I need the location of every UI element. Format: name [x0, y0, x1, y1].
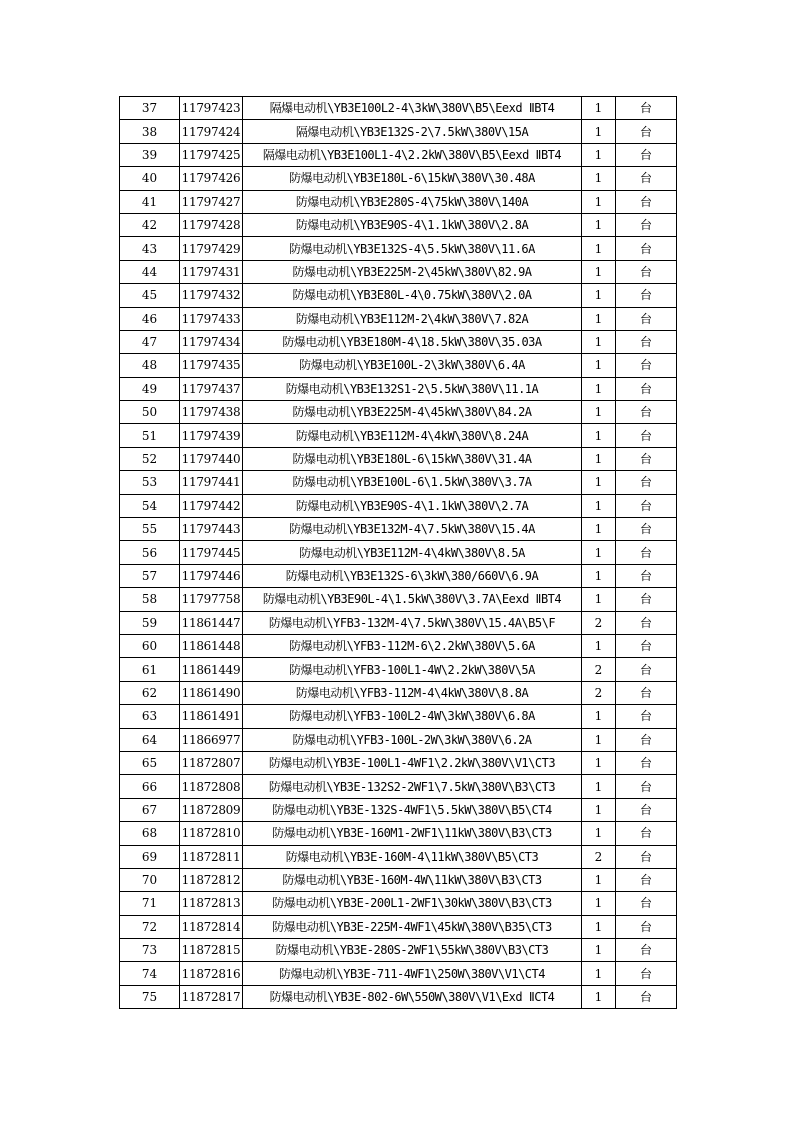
unit-cell: 台	[616, 354, 677, 377]
row-number-cell: 45	[120, 284, 180, 307]
item-code-cell: 11872807	[180, 751, 243, 774]
row-number-cell: 68	[120, 822, 180, 845]
row-number-cell: 47	[120, 330, 180, 353]
description-cell: 防爆电动机\YB3E132M-4\7.5kW\380V\15.4A	[243, 518, 582, 541]
item-code-cell: 11797425	[180, 143, 243, 166]
row-number-cell: 67	[120, 798, 180, 821]
item-code-cell: 11797426	[180, 167, 243, 190]
description-cell: 防爆电动机\YB3E-160M-4\11kW\380V\B5\CT3	[243, 845, 582, 868]
row-number-cell: 59	[120, 611, 180, 634]
quantity-cell: 1	[582, 822, 616, 845]
quantity-cell: 1	[582, 518, 616, 541]
item-code-cell: 11872813	[180, 892, 243, 915]
item-code-cell: 11861449	[180, 658, 243, 681]
item-code-cell: 11872815	[180, 939, 243, 962]
table-row	[120, 97, 677, 120]
table-row	[120, 845, 677, 868]
description-cell: 防爆电动机\YFB3-112M-4\4kW\380V\8.8A	[243, 681, 582, 704]
table-row	[120, 915, 677, 938]
row-number-cell: 62	[120, 681, 180, 704]
quantity-cell: 1	[582, 471, 616, 494]
row-number-cell: 51	[120, 424, 180, 447]
unit-cell: 台	[616, 705, 677, 728]
item-code-cell: 11797423	[180, 97, 243, 120]
row-number-cell: 40	[120, 167, 180, 190]
row-number-cell: 73	[120, 939, 180, 962]
quantity-cell: 1	[582, 564, 616, 587]
description-cell: 防爆电动机\YFB3-112M-6\2.2kW\380V\5.6A	[243, 634, 582, 657]
quantity-cell: 2	[582, 845, 616, 868]
quantity-cell: 1	[582, 494, 616, 517]
row-number-cell: 58	[120, 588, 180, 611]
row-number-cell: 38	[120, 120, 180, 143]
table-row	[120, 260, 677, 283]
item-code-cell: 11797439	[180, 424, 243, 447]
row-number-cell: 70	[120, 868, 180, 891]
quantity-cell: 1	[582, 541, 616, 564]
description-cell: 防爆电动机\YB3E280S-4\75kW\380V\140A	[243, 190, 582, 213]
item-code-cell: 11861447	[180, 611, 243, 634]
unit-cell: 台	[616, 377, 677, 400]
quantity-cell: 2	[582, 611, 616, 634]
quantity-cell: 1	[582, 120, 616, 143]
quantity-cell: 1	[582, 634, 616, 657]
quantity-cell: 1	[582, 167, 616, 190]
description-cell: 防爆电动机\YB3E-225M-4WF1\45kW\380V\B35\CT3	[243, 915, 582, 938]
table-row	[120, 120, 677, 143]
table-row	[120, 307, 677, 330]
item-code-cell: 11872814	[180, 915, 243, 938]
row-number-cell: 41	[120, 190, 180, 213]
quantity-cell: 1	[582, 798, 616, 821]
row-number-cell: 37	[120, 97, 180, 120]
item-code-cell: 11797437	[180, 377, 243, 400]
description-cell: 防爆电动机\YB3E-100L1-4WF1\2.2kW\380V\V1\CT3	[243, 751, 582, 774]
row-number-cell: 69	[120, 845, 180, 868]
description-cell: 防爆电动机\YFB3-100L2-4W\3kW\380V\6.8A	[243, 705, 582, 728]
table-row	[120, 143, 677, 166]
row-number-cell: 66	[120, 775, 180, 798]
quantity-cell: 1	[582, 143, 616, 166]
unit-cell: 台	[616, 190, 677, 213]
unit-cell: 台	[616, 588, 677, 611]
row-number-cell: 72	[120, 915, 180, 938]
item-code-cell: 11797442	[180, 494, 243, 517]
description-cell: 防爆电动机\YB3E112M-2\4kW\380V\7.82A	[243, 307, 582, 330]
table-row	[120, 751, 677, 774]
description-cell: 防爆电动机\YB3E100L-6\1.5kW\380V\3.7A	[243, 471, 582, 494]
table-row	[120, 167, 677, 190]
quantity-cell: 1	[582, 939, 616, 962]
item-code-cell: 11797432	[180, 284, 243, 307]
row-number-cell: 64	[120, 728, 180, 751]
quantity-cell: 1	[582, 775, 616, 798]
unit-cell: 台	[616, 751, 677, 774]
item-code-cell: 11872817	[180, 985, 243, 1008]
row-number-cell: 46	[120, 307, 180, 330]
unit-cell: 台	[616, 424, 677, 447]
row-number-cell: 74	[120, 962, 180, 985]
unit-cell: 台	[616, 681, 677, 704]
unit-cell: 台	[616, 518, 677, 541]
row-number-cell: 39	[120, 143, 180, 166]
table-row	[120, 634, 677, 657]
unit-cell: 台	[616, 728, 677, 751]
quantity-cell: 1	[582, 447, 616, 470]
table-row	[120, 354, 677, 377]
unit-cell: 台	[616, 658, 677, 681]
unit-cell: 台	[616, 97, 677, 120]
unit-cell: 台	[616, 845, 677, 868]
item-code-cell: 11797446	[180, 564, 243, 587]
unit-cell: 台	[616, 307, 677, 330]
quantity-cell: 1	[582, 962, 616, 985]
description-cell: 防爆电动机\YB3E-160M-4W\11kW\380V\B3\CT3	[243, 868, 582, 891]
quantity-cell: 1	[582, 330, 616, 353]
unit-cell: 台	[616, 447, 677, 470]
equipment-table	[119, 96, 677, 1009]
description-cell: 防爆电动机\YFB3-100L1-4W\2.2kW\380V\5A	[243, 658, 582, 681]
description-cell: 防爆电动机\YB3E100L-2\3kW\380V\6.4A	[243, 354, 582, 377]
table-row	[120, 541, 677, 564]
table-row	[120, 868, 677, 891]
table-row	[120, 822, 677, 845]
row-number-cell: 61	[120, 658, 180, 681]
description-cell: 防爆电动机\YFB3-100L-2W\3kW\380V\6.2A	[243, 728, 582, 751]
item-code-cell: 11797445	[180, 541, 243, 564]
unit-cell: 台	[616, 775, 677, 798]
row-number-cell: 54	[120, 494, 180, 517]
description-cell: 防爆电动机\YB3E-280S-2WF1\55kW\380V\B3\CT3	[243, 939, 582, 962]
item-code-cell: 11797435	[180, 354, 243, 377]
unit-cell: 台	[616, 471, 677, 494]
table-row	[120, 447, 677, 470]
unit-cell: 台	[616, 143, 677, 166]
unit-cell: 台	[616, 260, 677, 283]
quantity-cell: 1	[582, 728, 616, 751]
row-number-cell: 44	[120, 260, 180, 283]
table-row	[120, 518, 677, 541]
item-code-cell: 11797438	[180, 401, 243, 424]
item-code-cell: 11797441	[180, 471, 243, 494]
description-cell: 防爆电动机\YFB3-132M-4\7.5kW\380V\15.4A\B5\F	[243, 611, 582, 634]
description-cell: 防爆电动机\YB3E180M-4\18.5kW\380V\35.03A	[243, 330, 582, 353]
unit-cell: 台	[616, 634, 677, 657]
description-cell: 防爆电动机\YB3E-802-6W\550W\380V\V1\Exd ⅡCT4	[243, 985, 582, 1008]
description-cell: 防爆电动机\YB3E112M-4\4kW\380V\8.5A	[243, 541, 582, 564]
description-cell: 防爆电动机\YB3E132S1-2\5.5kW\380V\11.1A	[243, 377, 582, 400]
unit-cell: 台	[616, 284, 677, 307]
row-number-cell: 50	[120, 401, 180, 424]
unit-cell: 台	[616, 868, 677, 891]
table-row	[120, 962, 677, 985]
quantity-cell: 1	[582, 915, 616, 938]
table-row	[120, 237, 677, 260]
table-row	[120, 588, 677, 611]
item-code-cell: 11797434	[180, 330, 243, 353]
item-code-cell: 11797431	[180, 260, 243, 283]
item-code-cell: 11797428	[180, 213, 243, 236]
table-row	[120, 681, 677, 704]
table-row	[120, 190, 677, 213]
description-cell: 防爆电动机\YB3E112M-4\4kW\380V\8.24A	[243, 424, 582, 447]
row-number-cell: 75	[120, 985, 180, 1008]
description-cell: 防爆电动机\YB3E225M-4\45kW\380V\84.2A	[243, 401, 582, 424]
quantity-cell: 1	[582, 354, 616, 377]
item-code-cell: 11872811	[180, 845, 243, 868]
unit-cell: 台	[616, 541, 677, 564]
description-cell: 隔爆电动机\YB3E132S-2\7.5kW\380V\15A	[243, 120, 582, 143]
row-number-cell: 60	[120, 634, 180, 657]
item-code-cell: 11797427	[180, 190, 243, 213]
item-code-cell: 11861490	[180, 681, 243, 704]
unit-cell: 台	[616, 237, 677, 260]
item-code-cell: 11872810	[180, 822, 243, 845]
quantity-cell: 1	[582, 985, 616, 1008]
description-cell: 防爆电动机\YB3E132S-6\3kW\380/660V\6.9A	[243, 564, 582, 587]
item-code-cell: 11797758	[180, 588, 243, 611]
item-code-cell: 11797443	[180, 518, 243, 541]
description-cell: 防爆电动机\YB3E132S-4\5.5kW\380V\11.6A	[243, 237, 582, 260]
item-code-cell: 11861448	[180, 634, 243, 657]
description-cell: 防爆电动机\YB3E180L-6\15kW\380V\30.48A	[243, 167, 582, 190]
description-cell: 防爆电动机\YB3E-200L1-2WF1\30kW\380V\B3\CT3	[243, 892, 582, 915]
item-code-cell: 11797429	[180, 237, 243, 260]
quantity-cell: 1	[582, 588, 616, 611]
description-cell: 防爆电动机\YB3E180L-6\15kW\380V\31.4A	[243, 447, 582, 470]
table-row	[120, 471, 677, 494]
quantity-cell: 1	[582, 307, 616, 330]
item-code-cell: 11797424	[180, 120, 243, 143]
description-cell: 隔爆电动机\YB3E100L2-4\3kW\380V\B5\Eexd ⅡBT4	[243, 97, 582, 120]
description-cell: 防爆电动机\YB3E90S-4\1.1kW\380V\2.7A	[243, 494, 582, 517]
description-cell: 防爆电动机\YB3E90L-4\1.5kW\380V\3.7A\Eexd ⅡBT4	[243, 588, 582, 611]
unit-cell: 台	[616, 167, 677, 190]
item-code-cell: 11861491	[180, 705, 243, 728]
quantity-cell: 1	[582, 868, 616, 891]
table-row	[120, 939, 677, 962]
item-code-cell: 11797433	[180, 307, 243, 330]
quantity-cell: 1	[582, 377, 616, 400]
description-cell: 防爆电动机\YB3E-160M1-2WF1\11kW\380V\B3\CT3	[243, 822, 582, 845]
description-cell: 防爆电动机\YB3E80L-4\0.75kW\380V\2.0A	[243, 284, 582, 307]
unit-cell: 台	[616, 892, 677, 915]
table-row	[120, 377, 677, 400]
table-row	[120, 658, 677, 681]
table-row	[120, 424, 677, 447]
quantity-cell: 1	[582, 213, 616, 236]
row-number-cell: 56	[120, 541, 180, 564]
unit-cell: 台	[616, 611, 677, 634]
description-cell: 防爆电动机\YB3E225M-2\45kW\380V\82.9A	[243, 260, 582, 283]
unit-cell: 台	[616, 494, 677, 517]
row-number-cell: 71	[120, 892, 180, 915]
row-number-cell: 48	[120, 354, 180, 377]
description-cell: 防爆电动机\YB3E-132S2-2WF1\7.5kW\380V\B3\CT3	[243, 775, 582, 798]
unit-cell: 台	[616, 939, 677, 962]
table-row	[120, 494, 677, 517]
table-row	[120, 284, 677, 307]
table-row	[120, 728, 677, 751]
row-number-cell: 53	[120, 471, 180, 494]
row-number-cell: 42	[120, 213, 180, 236]
row-number-cell: 49	[120, 377, 180, 400]
item-code-cell: 11866977	[180, 728, 243, 751]
unit-cell: 台	[616, 985, 677, 1008]
row-number-cell: 55	[120, 518, 180, 541]
row-number-cell: 57	[120, 564, 180, 587]
quantity-cell: 1	[582, 705, 616, 728]
table-row	[120, 611, 677, 634]
description-cell: 防爆电动机\YB3E-132S-4WF1\5.5kW\380V\B5\CT4	[243, 798, 582, 821]
unit-cell: 台	[616, 822, 677, 845]
unit-cell: 台	[616, 401, 677, 424]
unit-cell: 台	[616, 120, 677, 143]
unit-cell: 台	[616, 798, 677, 821]
item-code-cell: 11872816	[180, 962, 243, 985]
description-cell: 防爆电动机\YB3E-711-4WF1\250W\380V\V1\CT4	[243, 962, 582, 985]
row-number-cell: 65	[120, 751, 180, 774]
table-row	[120, 564, 677, 587]
table-row	[120, 775, 677, 798]
item-code-cell: 11872808	[180, 775, 243, 798]
item-code-cell: 11797440	[180, 447, 243, 470]
description-cell: 隔爆电动机\YB3E100L1-4\2.2kW\380V\B5\Eexd ⅡBT4	[243, 143, 582, 166]
quantity-cell: 1	[582, 260, 616, 283]
quantity-cell: 1	[582, 237, 616, 260]
unit-cell: 台	[616, 915, 677, 938]
description-cell: 防爆电动机\YB3E90S-4\1.1kW\380V\2.8A	[243, 213, 582, 236]
quantity-cell: 2	[582, 658, 616, 681]
quantity-cell: 1	[582, 97, 616, 120]
quantity-cell: 1	[582, 284, 616, 307]
quantity-cell: 1	[582, 401, 616, 424]
row-number-cell: 52	[120, 447, 180, 470]
quantity-cell: 1	[582, 751, 616, 774]
table-row	[120, 985, 677, 1008]
table-row	[120, 892, 677, 915]
quantity-cell: 1	[582, 424, 616, 447]
row-number-cell: 43	[120, 237, 180, 260]
table-row	[120, 213, 677, 236]
quantity-cell: 1	[582, 190, 616, 213]
table-row	[120, 798, 677, 821]
quantity-cell: 2	[582, 681, 616, 704]
quantity-cell: 1	[582, 892, 616, 915]
unit-cell: 台	[616, 962, 677, 985]
table-row	[120, 330, 677, 353]
unit-cell: 台	[616, 330, 677, 353]
item-code-cell: 11872809	[180, 798, 243, 821]
unit-cell: 台	[616, 213, 677, 236]
item-code-cell: 11872812	[180, 868, 243, 891]
unit-cell: 台	[616, 564, 677, 587]
table-body	[120, 97, 677, 1009]
table-row	[120, 705, 677, 728]
table-row	[120, 401, 677, 424]
row-number-cell: 63	[120, 705, 180, 728]
